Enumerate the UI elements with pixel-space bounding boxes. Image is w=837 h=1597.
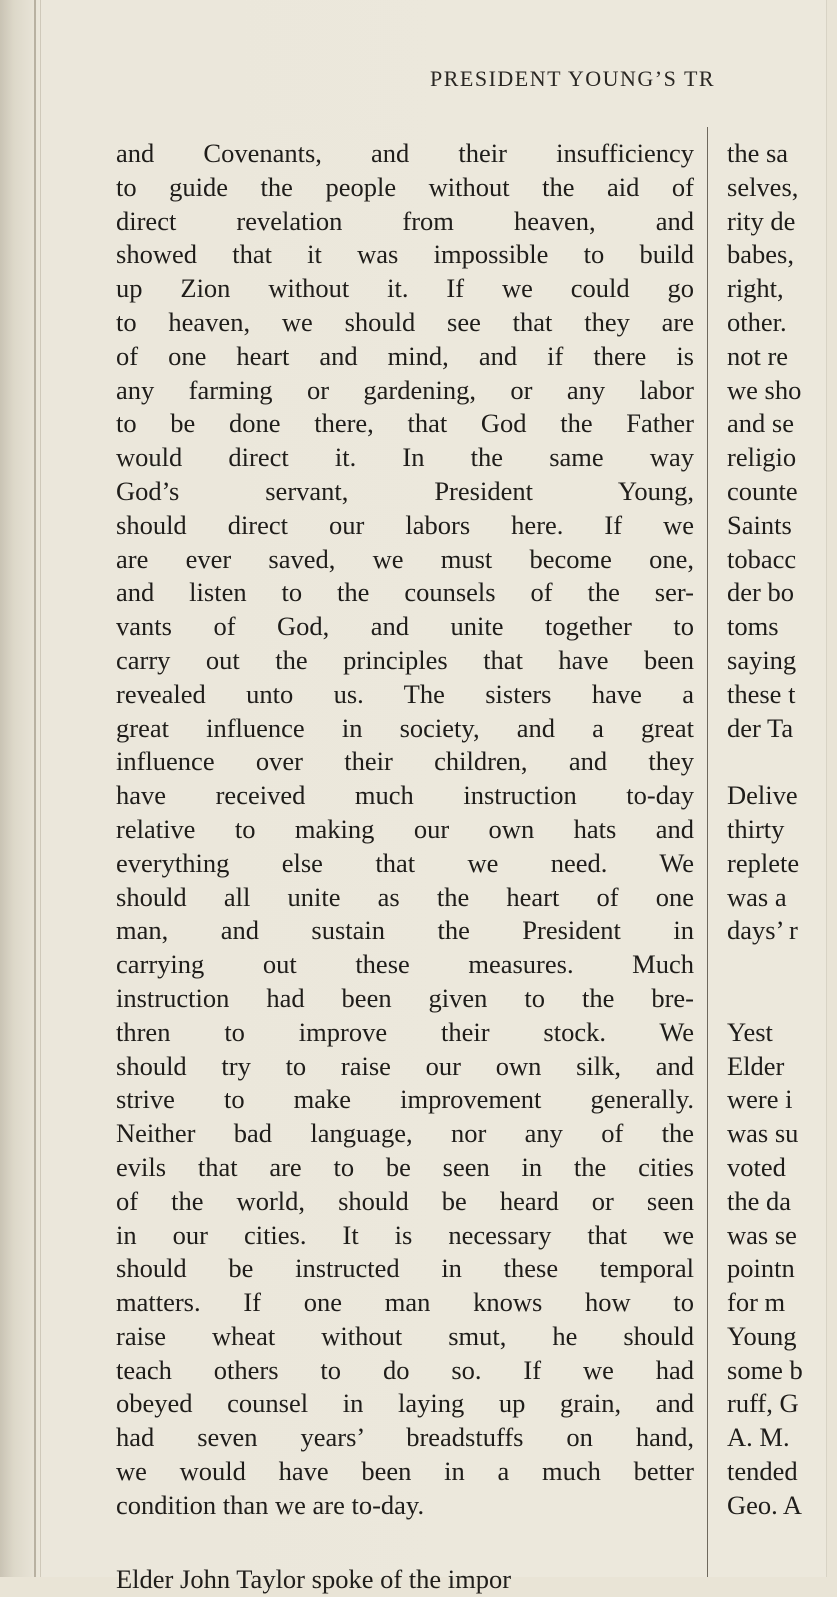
text-line: selves, <box>727 171 799 202</box>
text-line: we sho <box>727 374 802 405</box>
text-line: tended <box>727 1456 798 1487</box>
text-line: influence over their children, and they <box>116 746 694 777</box>
text-line: to guide the people without the aid of <box>116 171 694 202</box>
paragraph-gap <box>727 948 837 982</box>
text-line: showed that it was impossible to build <box>116 239 694 270</box>
text-line: we would have been in a much better <box>116 1456 694 1487</box>
text-line: vants of God, and unite together to <box>116 611 694 642</box>
text-line: have received much instruction to-day <box>116 780 694 811</box>
text-line: and Covenants, and their insufficiency <box>116 138 694 168</box>
text-line: up Zion without it. If we could go <box>116 273 694 304</box>
text-line: right, <box>727 273 784 304</box>
text-line: carrying out these measures. Much <box>116 949 694 980</box>
text-line: great influence in society, and a great <box>116 712 694 743</box>
text-line: thirty <box>727 813 785 844</box>
text-line: direct revelation from heaven, and <box>116 205 694 236</box>
text-line: the sa <box>727 138 789 168</box>
text-line: are ever saved, we must become one, <box>116 543 694 574</box>
text-line: revealed unto us. The sisters have a <box>116 678 694 709</box>
text-line: Yest <box>727 1016 773 1047</box>
text-line: voted <box>727 1151 786 1182</box>
running-header: PRESIDENT YOUNG’S TR <box>430 66 716 91</box>
text-line: to heaven, we should see that they are <box>116 306 694 337</box>
text-line: teach others to do so. If we had <box>116 1354 694 1385</box>
text-line: should direct our labors here. If we <box>116 509 694 540</box>
text-line: in our cities. It is necessary that we <box>116 1219 694 1250</box>
text-line: of the world, should be heard or seen <box>116 1185 694 1216</box>
text-line: Saints <box>727 509 792 540</box>
text-line: any farming or gardening, or any labor <box>116 374 694 405</box>
text-line: strive to make improvement generally. <box>116 1084 694 1115</box>
text-line: counte <box>727 475 798 506</box>
text-line: Geo. A <box>727 1489 803 1520</box>
paragraph-gap <box>727 982 837 1016</box>
text-line: raise wheat without smut, he should <box>116 1320 694 1351</box>
text-line: would direct it. In the same way <box>116 442 694 473</box>
text-line: everything else that we need. We <box>116 847 694 878</box>
text-line: instruction had been given to the bre- <box>116 982 694 1013</box>
text-line: was se <box>727 1219 797 1250</box>
text-line: matters. If one man knows how to <box>116 1287 694 1318</box>
text-line: was a <box>727 881 787 912</box>
text-line: Young <box>727 1320 797 1351</box>
text-line: replete <box>727 847 800 878</box>
text-line: was su <box>727 1118 799 1149</box>
text-line: thren to improve their stock. We <box>116 1016 694 1047</box>
text-line: some b <box>727 1354 803 1385</box>
text-line: should try to raise our own silk, and <box>116 1050 694 1081</box>
text-line: evils that are to be seen in the cities <box>116 1151 694 1182</box>
text-line: saying <box>727 644 797 675</box>
text-line: man, and sustain the President in <box>116 915 694 946</box>
text-line: should be instructed in these temporal <box>116 1253 694 1284</box>
page-edge <box>826 0 827 1577</box>
text-line: der bo <box>727 577 794 608</box>
text-line: days’ r <box>727 915 798 946</box>
text-line: carry out the principles that have been <box>116 644 694 675</box>
text-line: and se <box>727 408 794 439</box>
text-line: condition than we are to-day. <box>116 1489 425 1520</box>
text-line: ruff, G <box>727 1388 799 1419</box>
text-line: pointn <box>727 1253 795 1284</box>
text-line: and listen to the counsels of the ser- <box>116 577 694 608</box>
text-line: had seven years’ breadstuffs on hand, <box>116 1422 694 1453</box>
text-line: A. M. <box>727 1422 790 1453</box>
right-text-column <box>727 137 837 1523</box>
cut-off-line: Elder John Taylor spoke of the impor <box>116 1564 512 1594</box>
left-text-column <box>116 137 694 1523</box>
text-line: other. <box>727 306 787 337</box>
text-line: of one heart and mind, and if there is <box>116 340 694 371</box>
text-line: Delive <box>727 780 798 811</box>
text-line: the da <box>727 1185 792 1216</box>
text-line: religio <box>727 442 797 473</box>
text-line: tobacc <box>727 543 797 574</box>
text-line: these t <box>727 678 796 709</box>
paragraph-gap <box>727 745 837 779</box>
text-line: not re <box>727 340 789 371</box>
text-line: Neither bad language, nor any of the <box>116 1118 694 1149</box>
column-divider-rule <box>707 127 708 1577</box>
text-line: rity de <box>727 205 796 236</box>
text-line: relative to making our own hats and <box>116 813 694 844</box>
binding-gutter-line-secondary <box>40 0 41 1577</box>
text-line: were i <box>727 1084 793 1115</box>
text-line: to be done there, that God the Father <box>116 408 694 439</box>
text-line: babes, <box>727 239 794 270</box>
text-line: toms <box>727 611 779 642</box>
text-line: for m <box>727 1287 786 1318</box>
text-line: should all unite as the heart of one <box>116 881 694 912</box>
binding-gutter-line <box>34 0 36 1577</box>
text-line: obeyed counsel in laying up grain, and <box>116 1388 694 1419</box>
text-line: God’s servant, President Young, <box>116 475 694 506</box>
text-line: der Ta <box>727 712 794 743</box>
text-line: Elder <box>727 1050 785 1081</box>
